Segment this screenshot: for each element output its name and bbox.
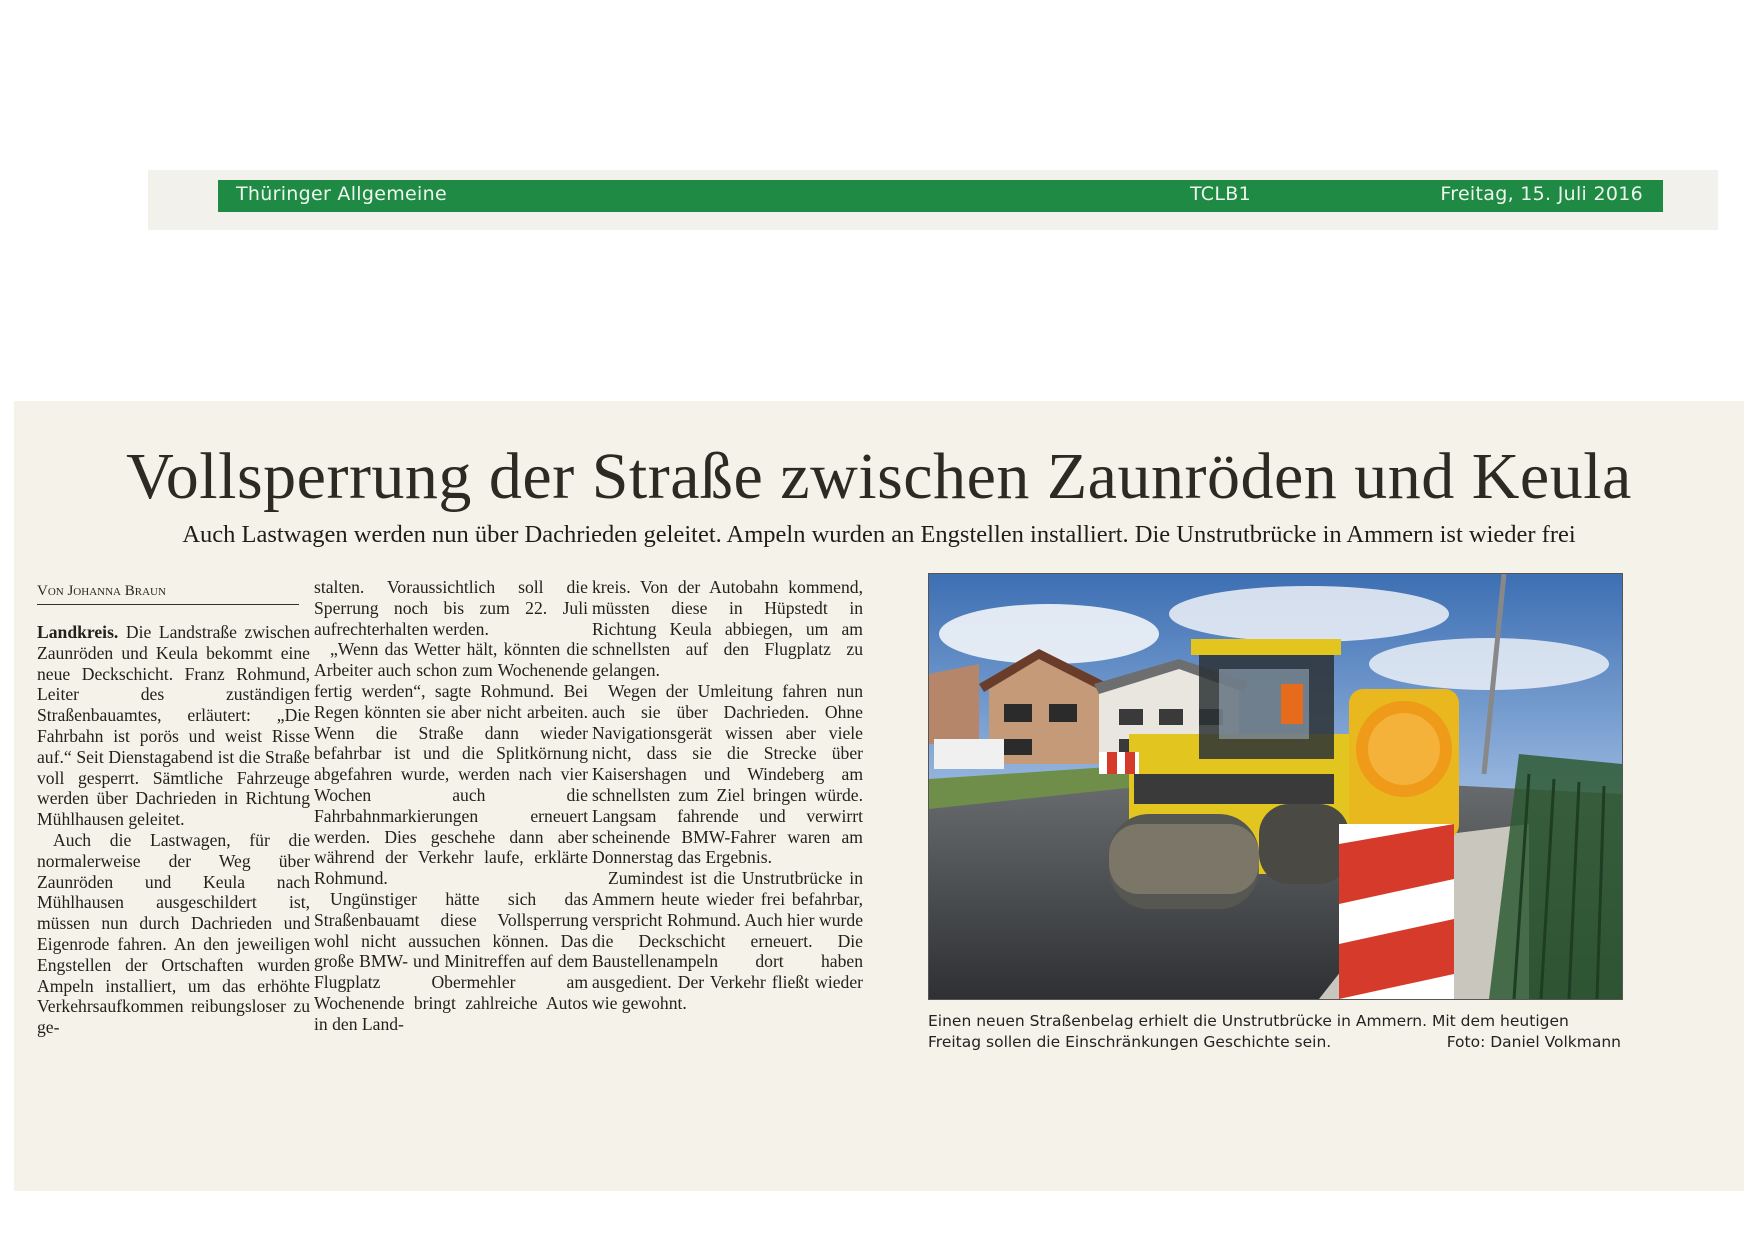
paragraph: stalten. Voraussichtlich soll die Sperrung noch bis zum 22. Juli aufrechterhalten werden. [314,577,588,639]
paragraph: Ungünstiger hätte sich das Straßenbauamt diese Vollsperrung wohl nicht aussuchen können. Das große BMW- und Minitreffen auf dem Flugplatz Obermehler am Wochenende bringt zahlreiche Autos in den Land- [314,888,588,1034]
paragraph: kreis. Von der Autobahn kommend, müssten diese in Hüpstedt in Richtung Keula abbiegen, um am schnellsten auf den Flugplatz zu gelangen. [592,577,863,681]
masthead-strip [148,170,1718,230]
article-clipping [14,401,1744,1191]
issue-date: Freitag, 15. Juli 2016 [1440,183,1643,205]
paragraph [37,622,310,830]
text-column-3 [592,577,863,1014]
paragraph: Auch die Lastwagen, für die normalerweise der Weg über Zaunröden und Keula nach Mühlhausen ausgeschildert ist, müssen nun durch Dachrieden und Eigenrode fahren. An den jeweiligen Engstellen der Ortschaften wurden Ampeln installiert, um das erhöhte Verkehrsaufkommen reibungsloser zu ge- [37,829,310,1038]
article-photo [928,573,1623,1000]
paragraph: Zumindest ist die Unstrutbrücke in Ammern heute wieder frei befahrbar, verspricht Rohmund. Auch hier wurde die Deckschicht erneuert. Die Baustellenampeln dort haben ausgedient. Der Verkehr fließt wieder wie gewohnt. [592,868,863,1013]
road-roller-photo [929,574,1622,999]
masthead-bar [218,180,1663,212]
paragraph: Wegen der Umleitung fahren nun auch sie über Dachrieden. Ohne Navigationsgerät wissen aber viele nicht, dass sie die Strecke über Kaisershagen und Windeberg am schnellsten zum Ziel bringen würde. Langsam fahrende und verwirrt scheinende BMW-Fahrer waren am Donnerstag das Ergebnis. [592,680,863,868]
article-headline: Vollsperrung der Straße zwischen Zaunröden und Keula [126,440,1632,513]
photo-caption [928,1011,1621,1053]
caption-text: Einen neuen Straßenbelag erhielt die Unstrutbrücke in Ammern. Mit dem heutigen Freitag sollen die Einschränkungen Geschichte sein. [928,1012,1569,1051]
photo-credit: Foto: Daniel Volkmann [1446,1033,1621,1051]
byline: Von Johanna Braun [37,583,299,605]
newspaper-name: Thüringer Allgemeine [236,183,447,205]
section-code: TCLB1 [1190,183,1251,205]
text-column-2 [314,577,588,1035]
text-column-1 [37,622,310,1038]
dateline: Landkreis. [37,622,119,642]
paragraph-text: Die Landstraße zwischen Zaunröden und Keula bekommt eine neue Deckschicht. Franz Rohmund, Leiter des zuständigen Straßenbauamtes, erläutert: „Die Fahrbahn ist porös und weist Risse auf.“ Seit Dienstagabend ist die Straße voll gesperrt. Sämtliche Fahrzeuge werden über Dachrieden in Richtung Mühlhausen geleitet. [37,622,310,830]
article-subheadline: Auch Lastwagen werden nun über Dachrieden geleitet. Ampeln wurden an Engstellen installiert. Die Unstrutbrücke in Ammern ist wieder frei [182,521,1576,548]
paragraph: „Wenn das Wetter hält, könnten die Arbeiter auch schon zum Wochenende fertig werden“, sagte Rohmund. Bei Regen könnten sie aber nicht arbeiten. Wenn die Straße dann wieder befahrbar ist und die Splitkörnung abgefahren wurde, werden nach vier Wochen auch die Fahrbahnmarkierungen erneuert werden. Dies geschehe dann aber während der Verkehr laufe, erklärte Rohmund. [314,639,588,889]
